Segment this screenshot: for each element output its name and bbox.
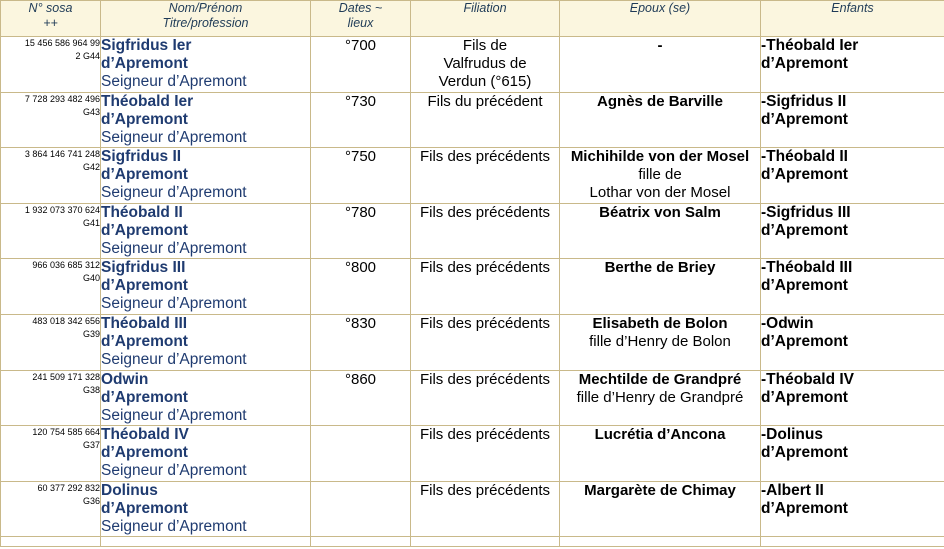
filiation-cell: Fils des précédents [411,314,560,370]
person-name-house: d’Apremont [101,277,188,295]
spouse-cell [560,370,761,426]
header-sosa: N° sosa ++ [1,1,101,37]
spouse-name: Berthe de Briey [604,259,716,277]
children-cell: -Sigfridus II d’Apremont [761,92,944,148]
spouse-cell [560,314,761,370]
person-name-house: d’Apremont [101,388,188,406]
sosa-cell: 7 728 293 482 496 G43 [1,92,101,148]
spouse-detail: fille d’Henry de Bolon [589,332,731,350]
empty-cell [101,537,311,547]
sosa-cell: 120 754 585 664 G37 [1,426,101,482]
table-row [1,203,944,259]
person-name: Théobald II [101,203,183,221]
empty-cell [761,537,944,547]
person-name-house: d’Apremont [101,110,188,128]
header-row [1,1,944,37]
filiation-cell: Fils des précédents [411,203,560,259]
spouse-cell [560,259,761,315]
sosa-cell: 241 509 171 328 G38 [1,370,101,426]
spouse-name: - [657,37,663,54]
dates-cell: °830 [311,314,411,370]
filiation-cell: Fils du précédent [411,92,560,148]
spouse-cell [560,92,761,148]
person-name-house: d’Apremont [101,166,188,184]
table-row [1,481,944,537]
spouse-detail: Lothar von der Mosel [589,184,731,202]
person-name: Odwin [101,370,149,388]
spouse-cell [560,148,761,204]
spouse-cell [560,481,761,537]
empty-cell [411,537,560,547]
person-name-house: d’Apremont [101,55,188,72]
spouse-name: Elisabeth de Bolon [592,314,728,332]
filiation-cell: Fils de Valfrudus de Verdun (°615) [411,37,560,93]
spouse-name: Béatrix von Salm [599,203,721,221]
dates-cell: °860 [311,370,411,426]
sosa-cell: 1 932 073 370 624 G41 [1,203,101,259]
person-name: Sigfridus III [101,259,186,277]
person-name-house: d’Apremont [101,221,188,239]
name-cell [101,370,311,426]
spouse-cell [560,203,761,259]
spouse-cell [560,426,761,482]
person-name: Dolinus [101,481,158,499]
person-name-house: d’Apremont [101,332,188,350]
person-title: Seigneur d’Apremont [101,73,247,90]
spouse-detail: fille d’Henry de Grandpré [576,388,744,406]
filiation-cell: Fils des précédents [411,259,560,315]
person-name: Sigfridus II [101,148,182,166]
header-nom: Nom/Prénom Titre/profession [101,1,311,37]
table-row [1,370,944,426]
children-cell: -Odwin d’Apremont [761,314,944,370]
dates-cell: °700 [311,37,411,93]
person-title: Seigneur d’Apremont [101,462,247,480]
filiation-cell: Fils des précédents [411,148,560,204]
dates-cell [311,481,411,537]
dates-cell: °730 [311,92,411,148]
dates-cell: °750 [311,148,411,204]
sosa-cell: 60 377 292 832 G36 [1,481,101,537]
person-name-house: d’Apremont [101,499,188,517]
empty-cell [560,537,761,547]
spouse-detail: fille de [638,166,682,184]
filiation-cell: Fils des précédents [411,481,560,537]
filiation-cell: Fils des précédents [411,370,560,426]
name-cell [101,426,311,482]
person-name: Théobald III [101,314,188,332]
name-cell [101,203,311,259]
table-row [1,92,944,148]
name-cell [101,148,311,204]
dates-cell [311,426,411,482]
person-title: Seigneur d’Apremont [101,295,247,313]
name-cell [101,314,311,370]
empty-cell [311,537,411,547]
name-cell [101,37,311,93]
table-row [1,37,944,93]
spouse-name: Mechtilde de Grandpré [578,370,742,388]
table-row [1,426,944,482]
header-dates: Dates ~ lieux [311,1,411,37]
header-filiation: Filiation [411,1,560,37]
name-cell [101,259,311,315]
person-name-house: d’Apremont [101,444,188,462]
table-row [1,314,944,370]
dates-cell: °800 [311,259,411,315]
person-name: Théobald Ier [101,92,194,110]
spouse-name: Lucrétia d’Ancona [594,426,726,444]
table-body [1,37,944,547]
person-title: Seigneur d’Apremont [101,184,247,202]
sosa-cell: 483 018 342 656 G39 [1,314,101,370]
person-name: Sigfridus Ier [101,37,192,54]
children-cell: -Théobald Ier d’Apremont [761,37,944,93]
children-cell: -Théobald III d’Apremont [761,259,944,315]
person-title: Seigneur d’Apremont [101,239,247,257]
sosa-cell: 15 456 586 964 99 2 G44 [1,37,101,93]
table-row-partial [1,537,944,547]
spouse-cell [560,37,761,93]
person-title: Seigneur d’Apremont [101,128,247,146]
dates-cell: °780 [311,203,411,259]
person-name: Théobald IV [101,426,189,444]
sosa-cell: 966 036 685 312 G40 [1,259,101,315]
spouse-name: Agnès de Barville [597,92,723,110]
table-row [1,259,944,315]
filiation-cell: Fils des précédents [411,426,560,482]
person-title: Seigneur d’Apremont [101,406,247,424]
children-cell: -Théobald IV d’Apremont [761,370,944,426]
children-cell: -Dolinus d’Apremont [761,426,944,482]
children-cell: -Théobald II d’Apremont [761,148,944,204]
table-row [1,148,944,204]
sosa-cell: 3 864 146 741 248 G42 [1,148,101,204]
spouse-name: Margarète de Chimay [584,481,736,499]
empty-cell [1,537,101,547]
person-title: Seigneur d’Apremont [101,350,247,368]
name-cell [101,92,311,148]
header-epoux: Epoux (se) [560,1,761,37]
person-title: Seigneur d’Apremont [101,517,247,535]
children-cell: -Sigfridus III d’Apremont [761,203,944,259]
children-cell: -Albert II d’Apremont [761,481,944,537]
name-cell [101,481,311,537]
spouse-name: Michihilde von der Mosel [570,148,750,166]
header-enfants: Enfants [761,1,944,37]
